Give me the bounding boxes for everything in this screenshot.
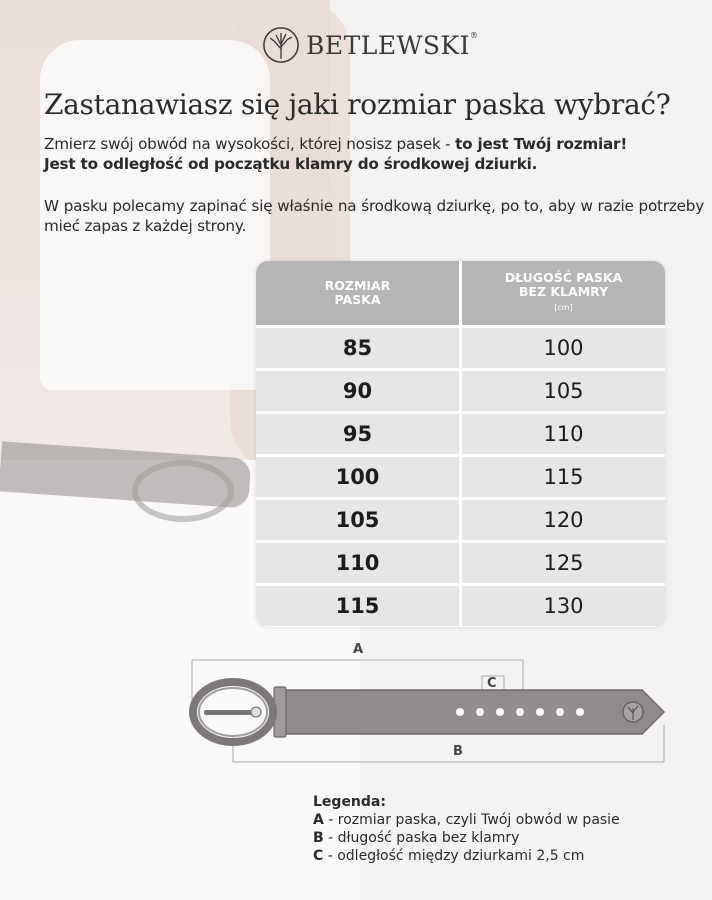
size-cell: 105 [335,508,380,532]
size-cell: 95 [342,422,373,446]
table-row [256,500,665,540]
length-cell: 130 [459,586,665,626]
length-cell: 120 [459,500,665,540]
legend-item: B - długość paska bez klamry [313,830,520,846]
table-row [256,586,665,626]
size-cell: 100 [335,465,380,489]
table-row [256,457,665,497]
legend-item: A - rozmiar paska, czyli Twój obwód w pasie [313,812,620,828]
length-cell: 105 [459,371,665,411]
intro-text: Zmierz swój obwód na wysokości, której nosisz pasek - to jest Twój rozmiar! Jest to odległość od początku klamry do środkowej dziurki. [44,135,628,173]
legend-title: Legenda: [313,794,386,810]
table-row [256,371,665,411]
belt-illustration [180,640,680,770]
belt-diagram [180,640,680,770]
label-b: B [453,744,463,759]
header-size: ROZMIAR PASKA [324,278,391,307]
page-title: Zastanawiasz się jaki rozmiar paska wybrać? [44,88,671,121]
model-belt-buckle [132,460,234,522]
size-cell: 115 [335,594,380,618]
header-length: DŁUGOŚĆ PASKA BEZ KLAMRY [cm] [459,261,665,325]
legend [313,793,620,865]
size-cell: 90 [342,379,373,403]
table-header [256,261,665,325]
brand-name: BETLEWSKI® [306,30,479,60]
length-cell: 110 [459,414,665,454]
size-cell: 110 [335,551,380,575]
table-row [256,414,665,454]
advice-text: W pasku polecamy zapinać się właśnie na środkową dziurkę, po to, aby w razie potrzeby mieć zapas z każdej strony. [44,197,704,235]
table-row [256,328,665,368]
length-cell: 125 [459,543,665,583]
size-table [256,261,665,627]
length-cell: 100 [459,328,665,368]
legend-item: C - odległość między dziurkami 2,5 cm [313,848,585,864]
label-a: A [353,642,364,657]
size-cell: 85 [342,336,373,360]
brand-logo [262,26,479,64]
label-c: C [487,676,497,691]
table-row [256,543,665,583]
length-cell: 115 [459,457,665,497]
tree-logo-icon [262,26,300,64]
